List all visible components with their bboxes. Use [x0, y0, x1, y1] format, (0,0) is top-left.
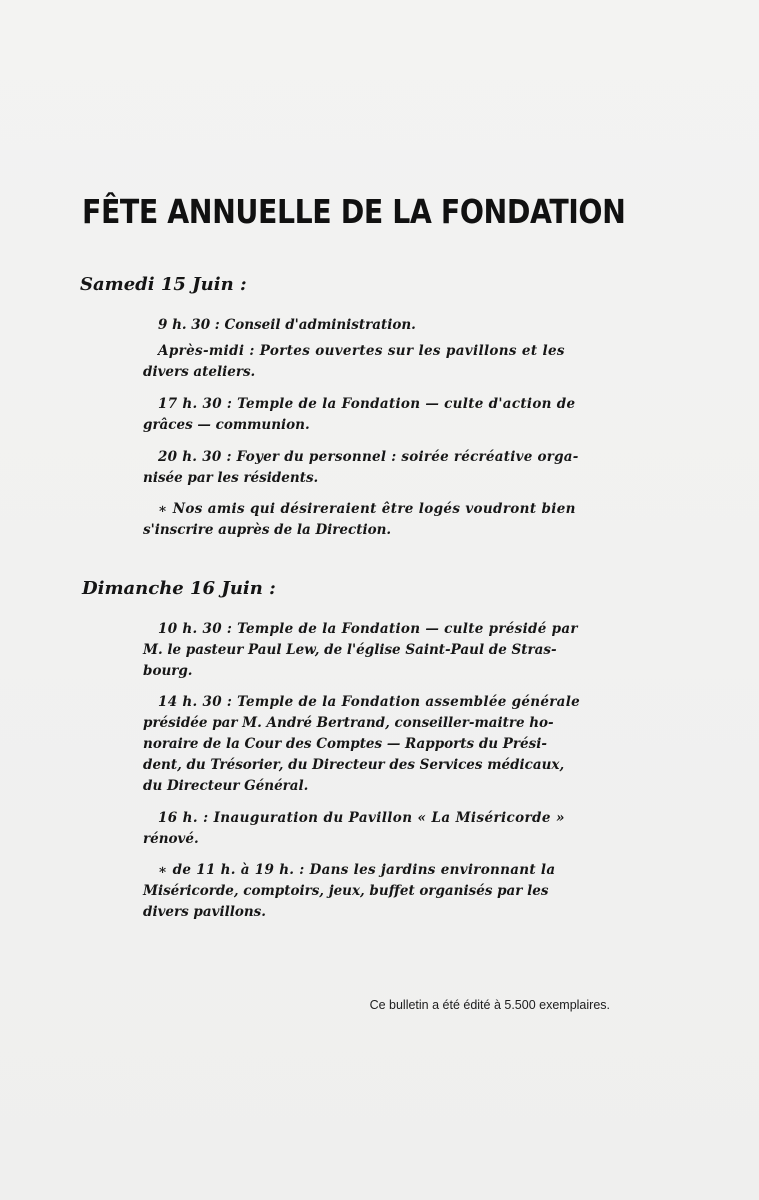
- item-line: s'inscrire auprès de la Direction.: [143, 522, 392, 538]
- item-line: divers pavillons.: [143, 904, 266, 920]
- day-heading-saturday: Samedi 15 Juin :: [80, 274, 247, 295]
- print-run-note: Ce bulletin a été édité à 5.500 exemplaires.: [369, 998, 610, 1012]
- item-line: Après-midi : Portes ouvertes sur les pavillons et les: [158, 343, 565, 359]
- item-line: 17 h. 30 : Temple de la Fondation — culte d'action de: [158, 396, 576, 412]
- item-line: présidée par M. André Bertrand, conseiller-maitre ho-: [143, 715, 554, 731]
- item-line: dent, du Trésorier, du Directeur des Services médicaux,: [143, 757, 565, 773]
- item-line: 10 h. 30 : Temple de la Fondation — culte présidé par: [158, 621, 578, 637]
- schedule-item: [143, 860, 608, 923]
- schedule-item: [143, 499, 608, 541]
- item-line: 20 h. 30 : Foyer du personnel : soirée récréative orga-: [158, 449, 579, 465]
- day-heading-sunday: Dimanche 16 Juin :: [82, 578, 276, 599]
- item-line: divers ateliers.: [143, 364, 256, 380]
- item-line: bourg.: [143, 663, 193, 679]
- schedule-item: [143, 808, 608, 850]
- document-title: FÊTE ANNUELLE DE LA FONDATION: [82, 192, 626, 231]
- schedule-item: [143, 315, 608, 336]
- schedule-item: [143, 619, 608, 682]
- item-line: nisée par les résidents.: [143, 470, 319, 486]
- schedule-item: [143, 394, 608, 436]
- item-line: ∗ Nos amis qui désireraient être logés voudront bien: [158, 501, 576, 517]
- item-line: 16 h. : Inauguration du Pavillon « La Miséricorde »: [158, 810, 565, 826]
- item-line: noraire de la Cour des Comptes — Rapports du Prési-: [143, 736, 547, 752]
- schedule-item: [143, 447, 608, 489]
- item-line: grâces — communion.: [143, 417, 310, 433]
- item-line: rénové.: [143, 831, 199, 847]
- schedule-item: [143, 692, 608, 797]
- schedule-item: [143, 341, 608, 383]
- item-line: Miséricorde, comptoirs, jeux, buffet organisés par les: [143, 883, 549, 899]
- item-line: ∗ de 11 h. à 19 h. : Dans les jardins environnant la: [158, 862, 556, 878]
- item-line: 9 h. 30 : Conseil d'administration.: [158, 317, 416, 333]
- item-line: 14 h. 30 : Temple de la Fondation assemblée générale: [158, 694, 581, 710]
- item-line: du Directeur Général.: [143, 778, 309, 794]
- item-line: M. le pasteur Paul Lew, de l'église Saint-Paul de Stras-: [143, 642, 557, 658]
